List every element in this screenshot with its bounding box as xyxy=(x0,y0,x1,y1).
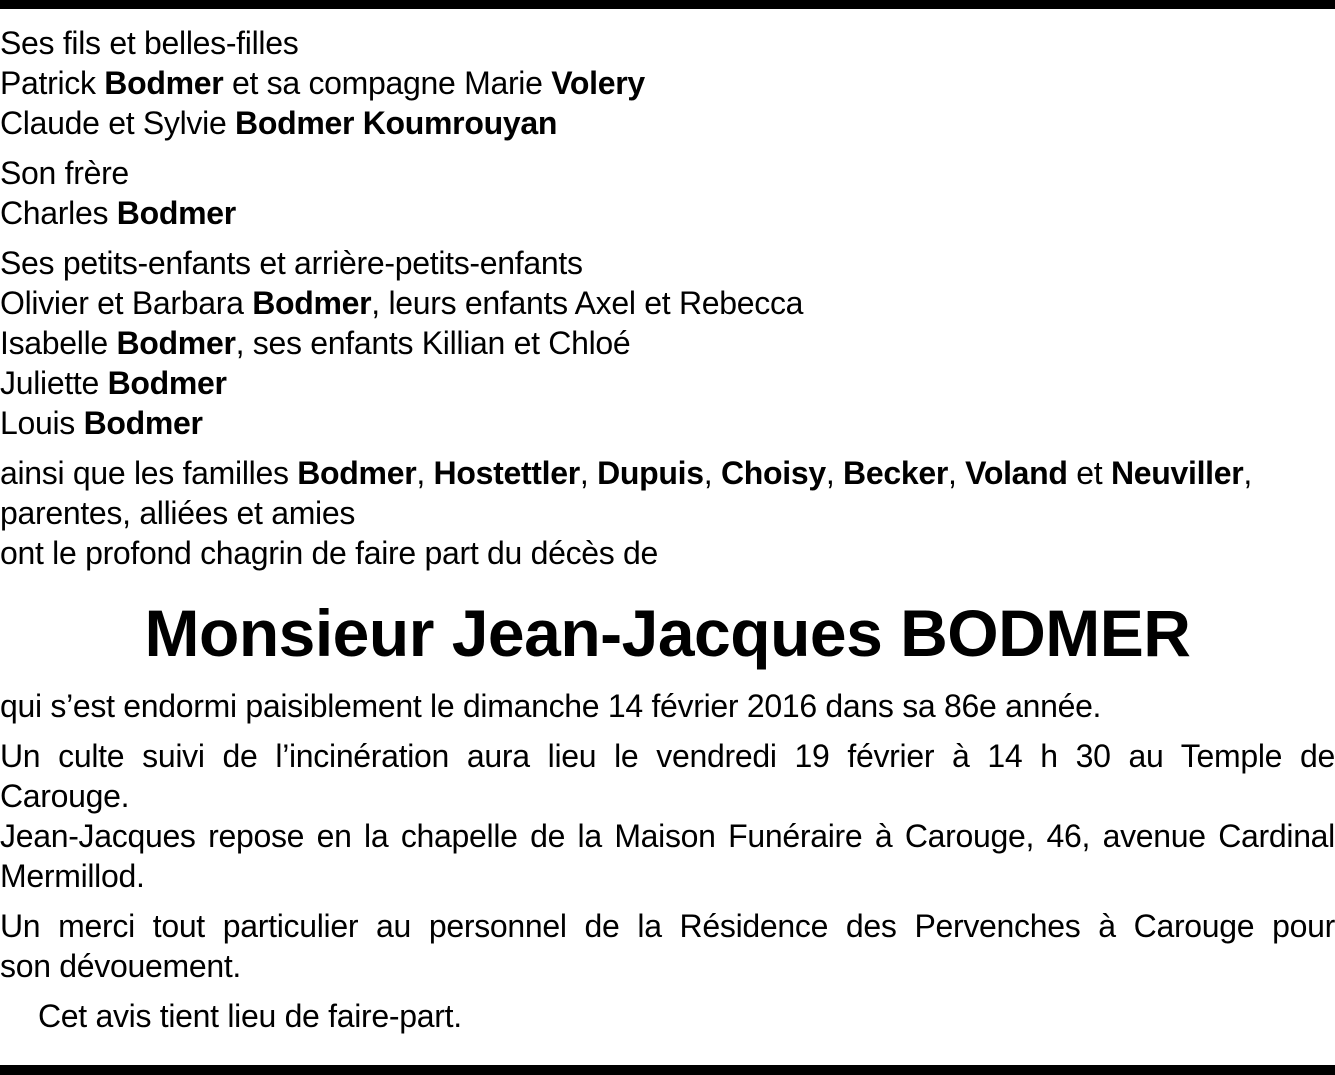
closing-paragraph xyxy=(0,996,1335,1036)
deceased-name: Monsieur Jean-Jacques BODMER xyxy=(144,596,1191,670)
service-line-2: Carouge. xyxy=(0,778,130,814)
announcement-line: ont le profond chagrin de faire part du décès de xyxy=(0,535,659,571)
son-line-2: Claude et Sylvie Bodmer Koumrouyan xyxy=(0,105,558,141)
thanks-line-1: Un merci tout particulier au personnel de la Résidence des Pervenches à Carouge pour xyxy=(0,908,1335,944)
service-details xyxy=(0,686,1335,1036)
closing-line: Cet avis tient lieu de faire-part. xyxy=(38,998,462,1034)
families-line: ainsi que les familles Bodmer, Hostettler, Dupuis, Choisy, Becker, Voland et Neuviller, xyxy=(0,455,1253,491)
family-list xyxy=(0,23,1335,573)
grandchildren-heading: Ses petits-enfants et arrière-petits-enfants xyxy=(0,245,583,281)
service-line-1: Un culte suivi de l’incinération aura lieu le vendredi 19 février à 14 h 30 au Temple de xyxy=(0,738,1335,774)
grandchild-line-1: Olivier et Barbara Bodmer, leurs enfants Axel et Rebecca xyxy=(0,285,804,321)
thanks-line-2: son dévouement. xyxy=(0,948,242,984)
rest-line-2: Mermillod. xyxy=(0,858,145,894)
grandchild-line-2: Isabelle Bodmer, ses enfants Killian et Chloé xyxy=(0,325,631,361)
families-group xyxy=(0,453,1335,573)
thanks-paragraph xyxy=(0,906,1335,986)
top-border-rule xyxy=(0,0,1335,9)
sons-heading: Ses fils et belles-filles xyxy=(0,25,299,61)
brother-group xyxy=(0,153,1335,233)
relatives-line: parentes, alliées et amies xyxy=(0,495,356,531)
son-line-1: Patrick Bodmer et sa compagne Marie Volery xyxy=(0,65,645,101)
bottom-border-rule xyxy=(0,1065,1335,1075)
brother-line: Charles Bodmer xyxy=(0,195,236,231)
service-paragraph xyxy=(0,736,1335,896)
grandchildren-group xyxy=(0,243,1335,443)
death-line: qui s’est endormi paisiblement le dimanche 14 février 2016 dans sa 86e année. xyxy=(0,688,1102,724)
sons-group xyxy=(0,23,1335,143)
grandchild-line-3: Juliette Bodmer xyxy=(0,365,227,401)
brother-heading: Son frère xyxy=(0,155,129,191)
rest-line-1: Jean-Jacques repose en la chapelle de la Maison Funéraire à Carouge, 46, avenue Cardinal xyxy=(0,818,1335,854)
grandchild-line-4: Louis Bodmer xyxy=(0,405,203,441)
